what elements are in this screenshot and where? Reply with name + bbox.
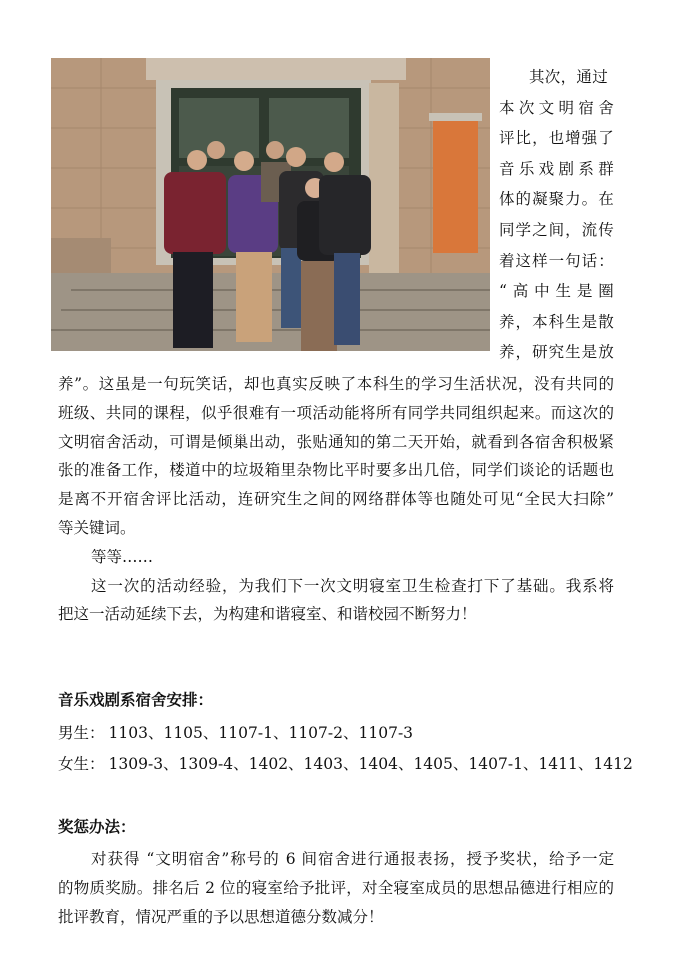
para1-line: 是离不开宿舍评比活动，连研究生之间的网络群体等也随处可见“全民大扫除” — [58, 490, 614, 509]
reward-paragraph — [58, 845, 614, 931]
para2-line: 把这一活动延续下去，为构建和谐寝室、和谐校园不断努力！ — [58, 605, 477, 624]
body-paragraphs — [58, 370, 614, 629]
female-rooms: 1309-3、1309-4、1402、1403、1404、1405、1407-1、1411、1412 — [108, 755, 633, 773]
group-photo — [51, 58, 490, 351]
side-line: 同学之间，流传 — [499, 220, 614, 239]
side-line: 体的凝聚力。在 — [499, 190, 614, 209]
male-rooms: 1103、1105、1107-1、1107-2、1107-3 — [108, 724, 414, 742]
side-line: 评比，也增强了 — [499, 129, 614, 148]
para1-line: 等关键词。 — [58, 518, 136, 537]
para1-line: 文明宿舍活动，可谓是倾巢出动，张贴通知的第二天开始，就看到各宿舍积极紧 — [58, 432, 614, 451]
side-line: 音乐戏剧系群 — [499, 159, 614, 178]
reward-line: 的物质奖励。排名后 2 位的寝室给予批评，对全寝室成员的思想品德进行相应的 — [58, 878, 614, 897]
side-line: 着这样一句话： — [499, 251, 614, 270]
etc-line: 等等…… — [91, 547, 154, 566]
side-line: “高中生是圈 — [499, 282, 614, 301]
male-rooms-row — [58, 721, 413, 743]
reward-line: 批评教育，情况严重的予以思想道德分数减分！ — [58, 907, 384, 926]
female-label: 女生： — [58, 755, 105, 773]
reward-line: 对获得 “文明宿舍”称号的 6 间宿舍进行通报表扬，授予奖状，给予一定 — [91, 850, 614, 868]
para2-line: 这一次的活动经验，为我们下一次文明寝室卫生检查打下了基础。我系将 — [91, 576, 614, 595]
para1-line: 张的准备工作，楼道中的垃圾箱里杂物比平时要多出几倍，同学们谈论的话题也 — [58, 461, 614, 480]
side-line: 养，研究生是放 — [499, 343, 614, 362]
reward-heading: 奖惩办法： — [58, 818, 136, 836]
side-line: 其次，通过 — [529, 68, 609, 86]
male-label: 男生： — [58, 724, 105, 742]
side-line: 本次文明宿舍 — [499, 98, 614, 117]
para1-line: 养”。这虽是一句玩笑话，却也真实反映了本科生的学习生活状况，没有共同的 — [58, 375, 614, 393]
female-rooms-row — [58, 752, 633, 774]
dorm-heading: 音乐戏剧系宿舍安排： — [58, 691, 214, 709]
side-line: 养，本科生是散 — [499, 312, 614, 331]
para1-line: 班级、共同的课程，似乎很难有一项活动能将所有同学共同组织起来。而这次的 — [58, 403, 614, 422]
side-text-column — [499, 62, 614, 368]
